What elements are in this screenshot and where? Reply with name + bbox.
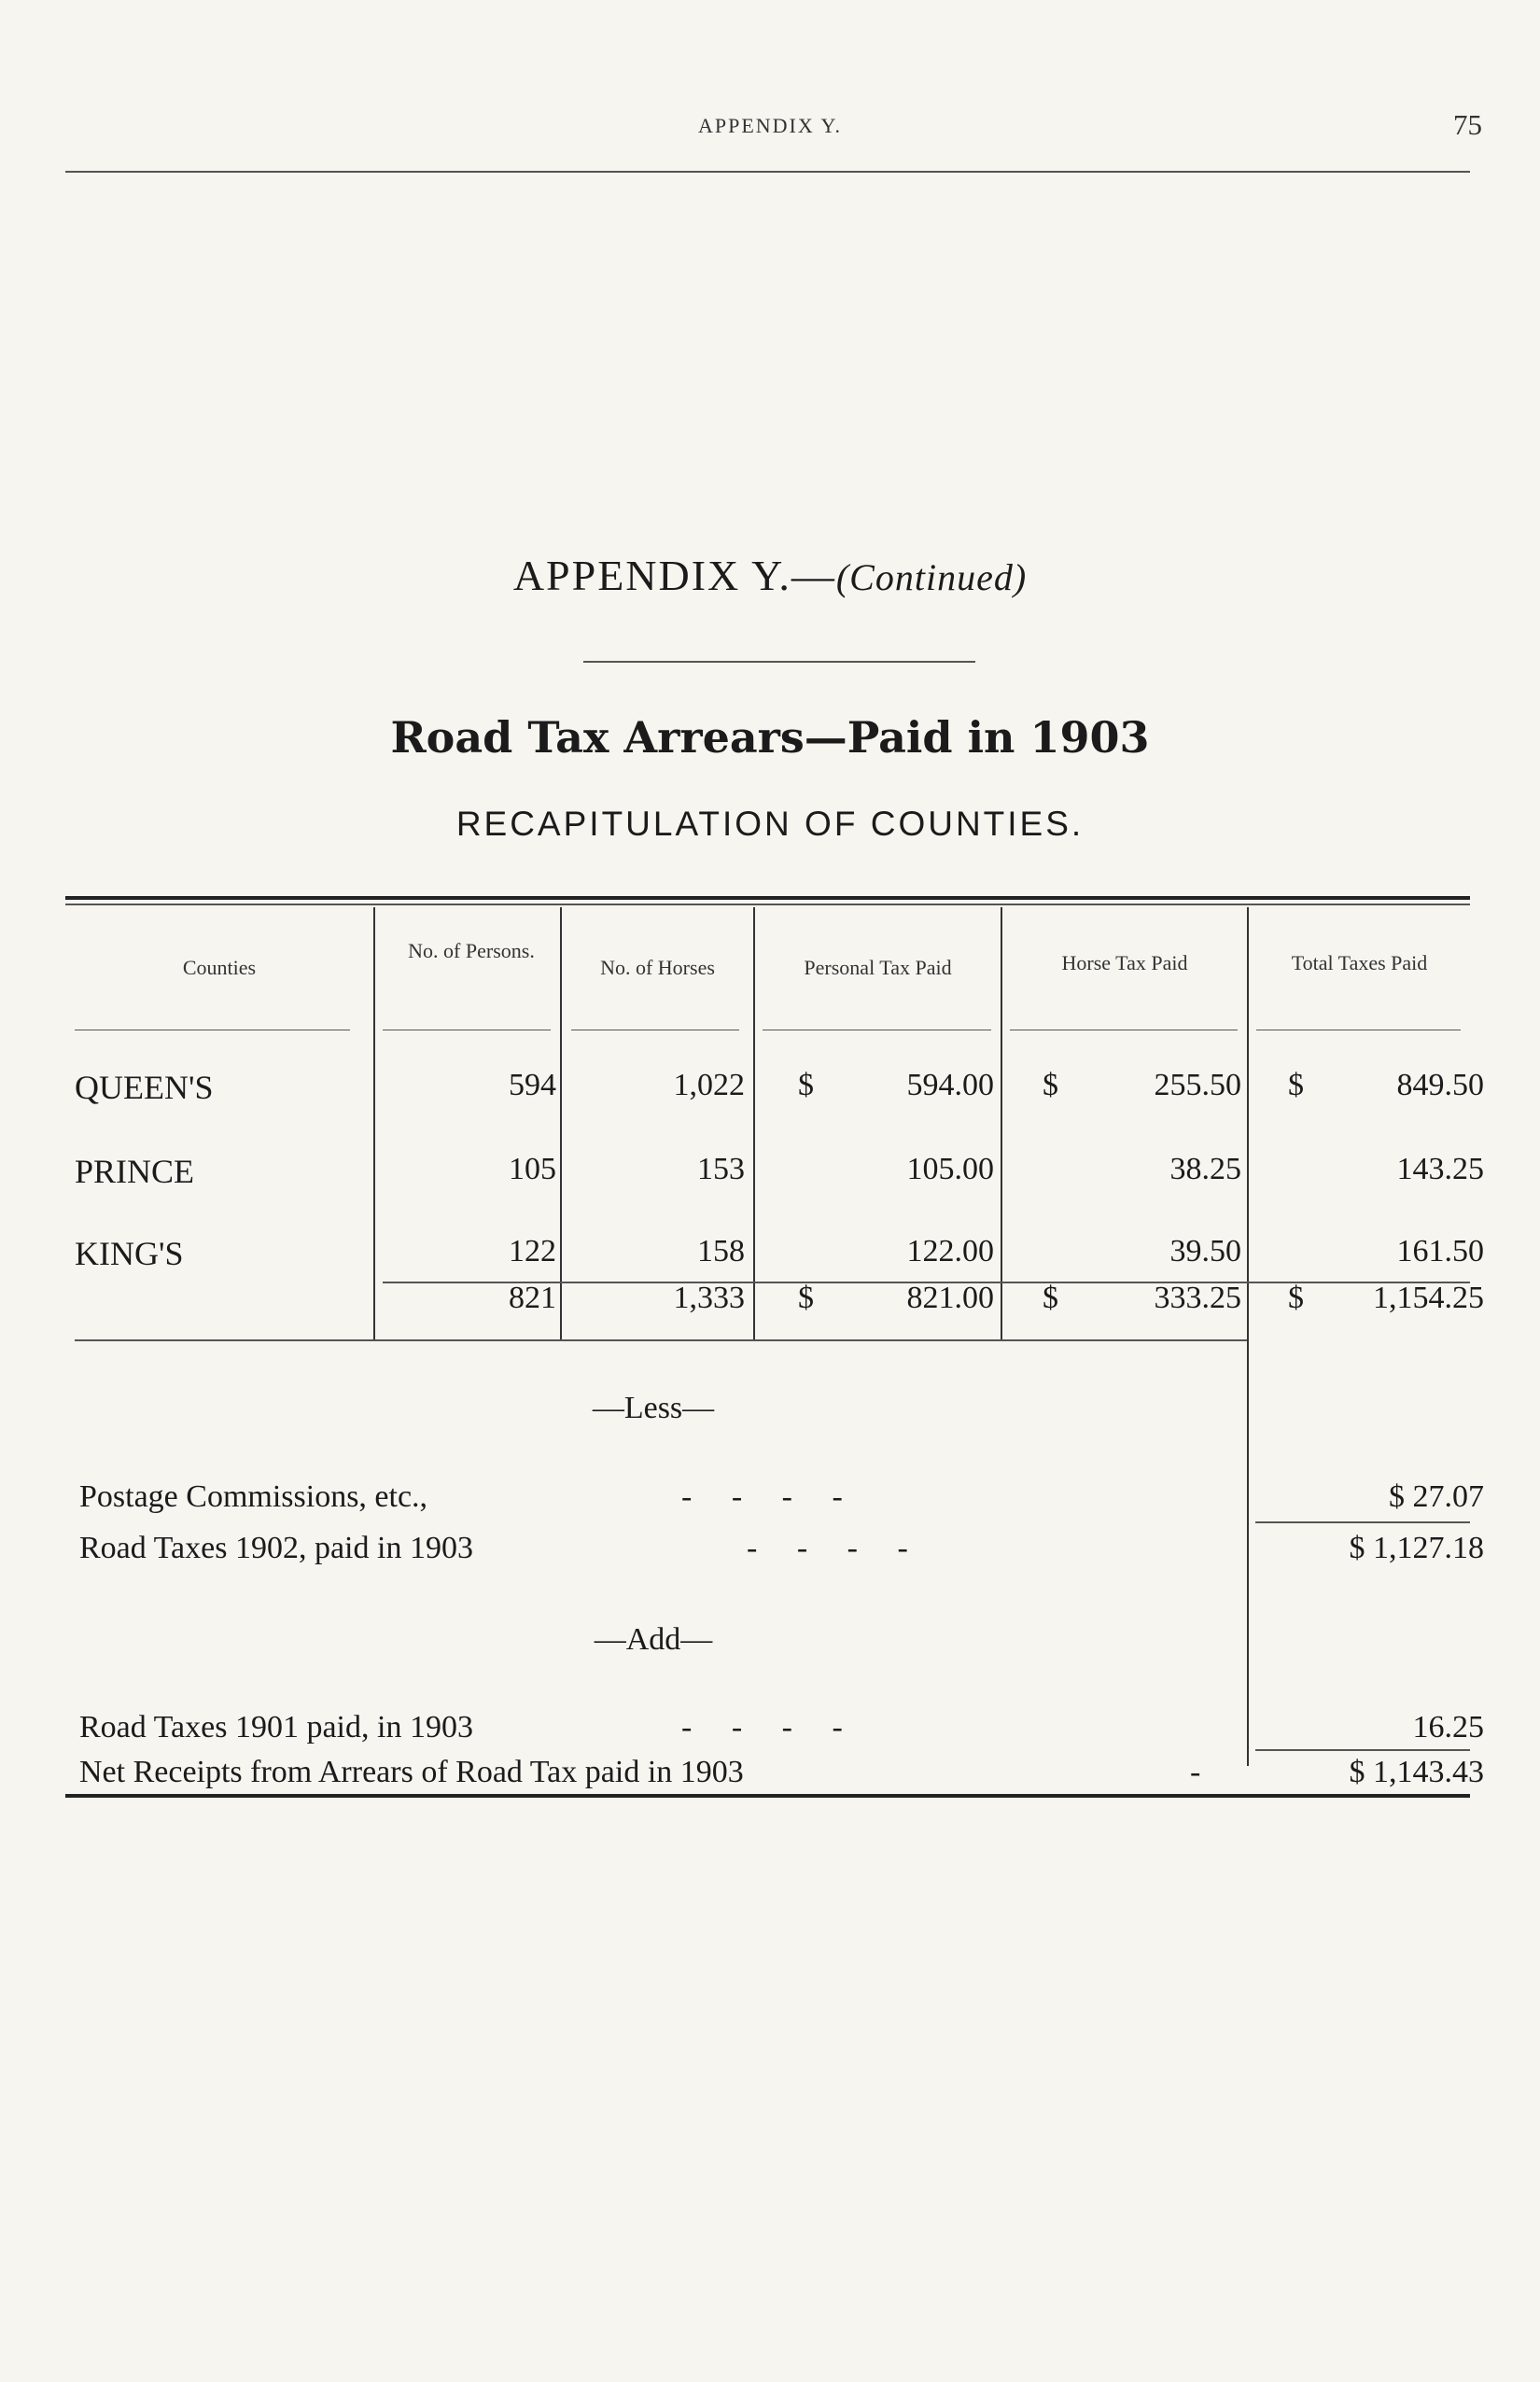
less-item-1-dashes: - - - -: [681, 1479, 843, 1514]
table-top-rule: [65, 896, 1470, 900]
col-header-horse-tax: Horse Tax Paid: [1061, 951, 1188, 974]
row-kings-total: 161.50: [1396, 1234, 1484, 1268]
less-item-2-value: $ 1,127.18: [1349, 1531, 1484, 1565]
table-subtitle: Road Tax Arrears—Paid in 1903: [390, 712, 1150, 763]
row-kings-horses: 158: [697, 1234, 745, 1268]
table-sub-subtitle: RECAPITULATION OF COUNTIES.: [455, 805, 1085, 843]
row-county-queens: QUEEN'S: [75, 1069, 214, 1106]
row-queens-personal: 594.00: [906, 1068, 994, 1102]
appendix-title-continued: (Continued): [835, 556, 1028, 598]
row-prince-total: 143.25: [1396, 1152, 1484, 1186]
row-queens-total: 849.50: [1396, 1068, 1484, 1102]
col-header-total-taxes: Total Taxes Paid: [1291, 951, 1428, 974]
col-header-persons: No. of Persons.: [408, 939, 535, 962]
table-bottom-rule: [75, 1339, 1247, 1341]
totals-horse: 333.25: [1154, 1281, 1241, 1315]
row-prince-horse: 38.25: [1169, 1152, 1241, 1186]
row-county-kings: KING'S: [75, 1235, 184, 1272]
col-header-horses: No. of Horses: [600, 956, 715, 979]
running-header-title: APPENDIX Y.: [697, 114, 843, 137]
add-item-2-dashes: -: [1190, 1755, 1201, 1789]
add-item-1-label: Road Taxes 1901 paid, in 1903: [79, 1710, 473, 1744]
less-item-1-value: $ 27.07: [1389, 1479, 1484, 1514]
less-item-1-label: Postage Commissions, etc.,: [79, 1479, 428, 1514]
totals-total-sym: $: [1288, 1281, 1304, 1315]
row-kings-persons: 122: [509, 1234, 556, 1268]
row-queens-horses: 1,022: [673, 1068, 745, 1102]
totals-personal: 821.00: [906, 1281, 994, 1315]
col-header-personal-tax: Personal Tax Paid: [804, 956, 952, 979]
col-rule-1: [373, 907, 375, 1339]
less-subtract-rule: [1255, 1521, 1470, 1523]
row-queens-horse: 255.50: [1154, 1068, 1241, 1102]
totals-personal-sym: $: [798, 1281, 814, 1315]
totals-persons: 821: [509, 1281, 556, 1315]
add-sum-rule: [1255, 1749, 1470, 1751]
row-kings-personal: 122.00: [906, 1234, 994, 1268]
row-county-prince: PRINCE: [75, 1153, 195, 1190]
totals-horse-sym: $: [1043, 1281, 1058, 1315]
row-prince-horses: 153: [697, 1152, 745, 1186]
add-item-2-value: $ 1,143.43: [1349, 1755, 1484, 1789]
row-kings-horse: 39.50: [1169, 1234, 1241, 1268]
add-item-2-label: Net Receipts from Arrears of Road Tax paid in 1903: [79, 1755, 744, 1789]
row-queens-persons: 594: [509, 1068, 556, 1102]
header-rule: [65, 171, 1470, 173]
table-top-rule-thin: [65, 904, 1470, 905]
add-label: —Add—: [594, 1622, 713, 1657]
row-prince-personal: 105.00: [906, 1152, 994, 1186]
title-rule: [583, 661, 975, 663]
col-rule-5: [1247, 907, 1249, 1766]
add-item-1-value: 16.25: [1412, 1710, 1484, 1744]
appendix-title-main: APPENDIX Y.—: [512, 552, 836, 599]
row-queens-horse-sym: $: [1043, 1068, 1058, 1102]
less-item-2-label: Road Taxes 1902, paid in 1903: [79, 1531, 473, 1565]
col-header-counties: Counties: [182, 956, 257, 979]
totals-total: 1,154.25: [1373, 1281, 1484, 1315]
totals-horses: 1,333: [673, 1281, 745, 1315]
page-number: 75: [1453, 108, 1482, 141]
less-label: —Less—: [592, 1391, 715, 1425]
less-item-2-dashes: - - - -: [747, 1531, 908, 1565]
row-prince-persons: 105: [509, 1152, 556, 1186]
row-queens-personal-sym: $: [798, 1068, 814, 1102]
bottom-rule: [65, 1794, 1470, 1798]
appendix-title: [0, 551, 1540, 600]
row-queens-total-sym: $: [1288, 1068, 1304, 1102]
add-item-1-dashes: - - - -: [681, 1710, 843, 1744]
